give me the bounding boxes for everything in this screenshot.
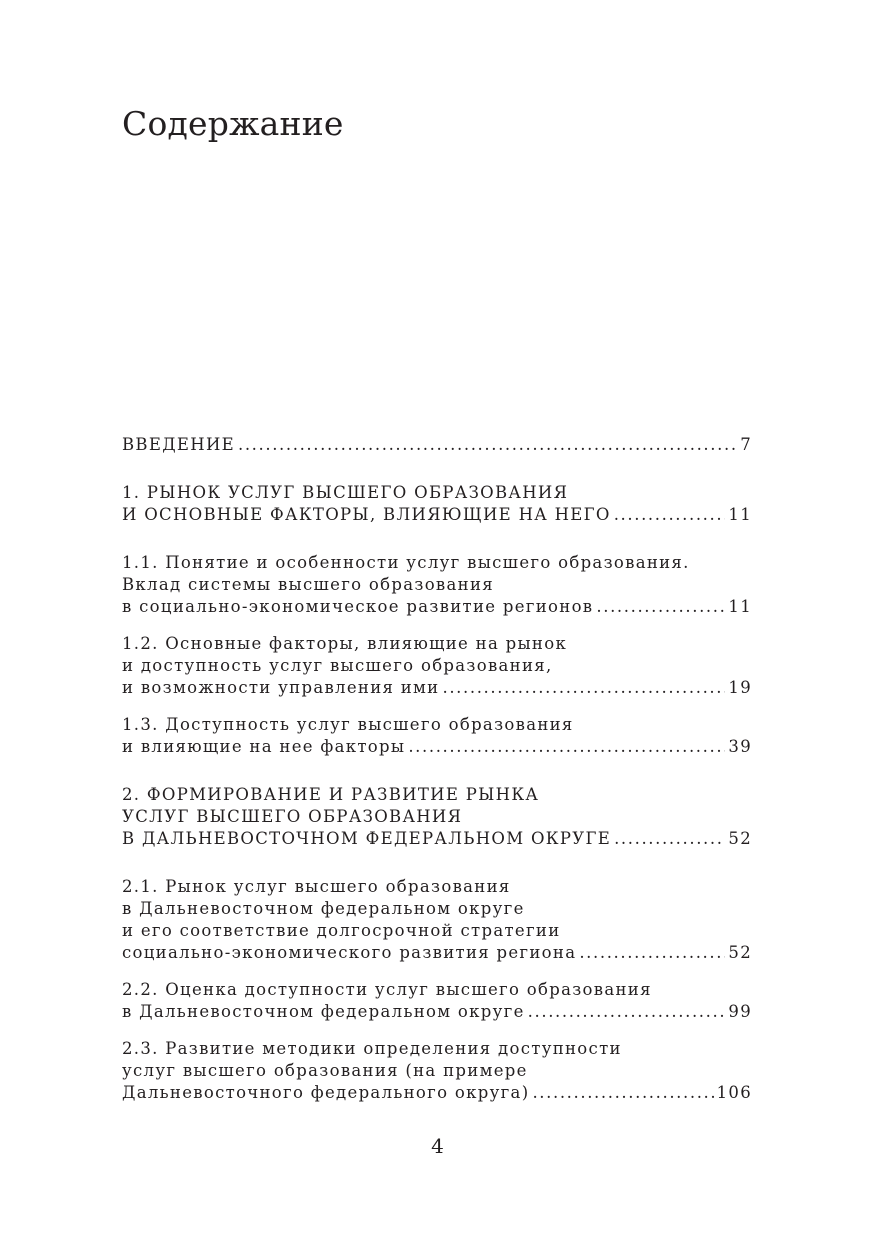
toc-entry-text: 2.1. Рынок услуг высшего образования <box>122 877 511 896</box>
toc-entry-section-2-3[interactable] <box>122 1038 752 1104</box>
dot-leader <box>532 1082 713 1104</box>
page-title: Содержание <box>122 104 344 143</box>
toc-entry-text: и доступность услуг высшего образования, <box>122 656 553 675</box>
dot-leader <box>614 828 725 850</box>
dot-leader <box>442 677 725 699</box>
page-number: 4 <box>431 1134 444 1158</box>
dot-leader <box>579 942 725 964</box>
toc-entry-section-1-3[interactable] <box>122 714 752 758</box>
toc-entry-text: и влияющие на нее факторы <box>122 737 406 756</box>
toc-entry-text: в социально-экономическое развитие регионов <box>122 597 594 616</box>
toc-entry-introduction[interactable] <box>122 434 752 456</box>
toc-entry-text: 1. РЫНОК УСЛУГ ВЫСШЕГО ОБРАЗОВАНИЯ <box>122 483 569 502</box>
toc-entry-text: 1.2. Основные факторы, влияющие на рынок <box>122 634 568 653</box>
toc-page-number: 52 <box>728 829 752 848</box>
toc-entry-text: УСЛУГ ВЫСШЕГО ОБРАЗОВАНИЯ <box>122 807 463 826</box>
toc-entry-text: и его соответствие долгосрочной стратегии <box>122 921 561 940</box>
dot-leader <box>596 596 725 618</box>
toc-entry-text: и возможности управления ими <box>122 678 440 697</box>
toc-line <box>122 677 752 699</box>
toc-line <box>122 434 752 456</box>
toc-line <box>122 828 752 850</box>
toc-page-number: 39 <box>728 737 752 756</box>
toc-entry-section-1-1[interactable] <box>122 552 752 618</box>
toc-page-number: 11 <box>728 505 752 524</box>
toc-entry-text: 2.2. Оценка доступности услуг высшего образования <box>122 980 652 999</box>
toc-entry-text: ВВЕДЕНИЕ <box>122 435 235 454</box>
toc-entry-text: в Дальневосточном федеральном округе <box>122 1002 525 1021</box>
toc-entry-chapter-2[interactable] <box>122 784 752 850</box>
toc-page-number: 52 <box>728 943 752 962</box>
toc-line <box>122 596 752 618</box>
toc-entry-text: 1.1. Понятие и особенности услуг высшего образования. <box>122 553 690 572</box>
toc-page-number: 106 <box>716 1083 752 1102</box>
toc-entry-text: 2. ФОРМИРОВАНИЕ И РАЗВИТИЕ РЫНКА <box>122 785 540 804</box>
toc-entry-text: И ОСНОВНЫЕ ФАКТОРЫ, ВЛИЯЮЩИЕ НА НЕГО <box>122 505 611 524</box>
toc-line <box>122 942 752 964</box>
toc-entry-text: 2.3. Развитие методики определения доступности <box>122 1039 622 1058</box>
toc-entry-text: Вклад системы высшего образования <box>122 575 494 594</box>
toc-entry-text: социально-экономического развития региона <box>122 943 577 962</box>
toc-page-number: 11 <box>728 597 752 616</box>
toc-entry-text: в Дальневосточном федеральном округе <box>122 899 525 918</box>
table-of-contents <box>122 434 752 1104</box>
toc-entry-chapter-1[interactable] <box>122 482 752 526</box>
toc-entry-text: 1.3. Доступность услуг высшего образования <box>122 715 574 734</box>
toc-line <box>122 1001 752 1023</box>
toc-line <box>122 736 752 758</box>
toc-line <box>122 504 752 526</box>
dot-leader <box>528 1001 726 1023</box>
dot-leader <box>238 434 737 456</box>
toc-entry-text: Дальневосточного федерального округа) <box>122 1083 530 1102</box>
toc-entry-section-2-2[interactable] <box>122 979 752 1023</box>
toc-entry-section-2-1[interactable] <box>122 876 752 964</box>
toc-entry-text: В ДАЛЬНЕВОСТОЧНОМ ФЕДЕРАЛЬНОМ ОКРУГЕ <box>122 829 612 848</box>
toc-page-number: 19 <box>728 678 752 697</box>
toc-page-number: 7 <box>740 435 752 454</box>
toc-entry-section-1-2[interactable] <box>122 633 752 699</box>
toc-entry-text: услуг высшего образования (на примере <box>122 1061 528 1080</box>
toc-line <box>122 1082 752 1104</box>
toc-page-number: 99 <box>728 1002 752 1021</box>
dot-leader <box>614 504 726 526</box>
dot-leader <box>408 736 725 758</box>
